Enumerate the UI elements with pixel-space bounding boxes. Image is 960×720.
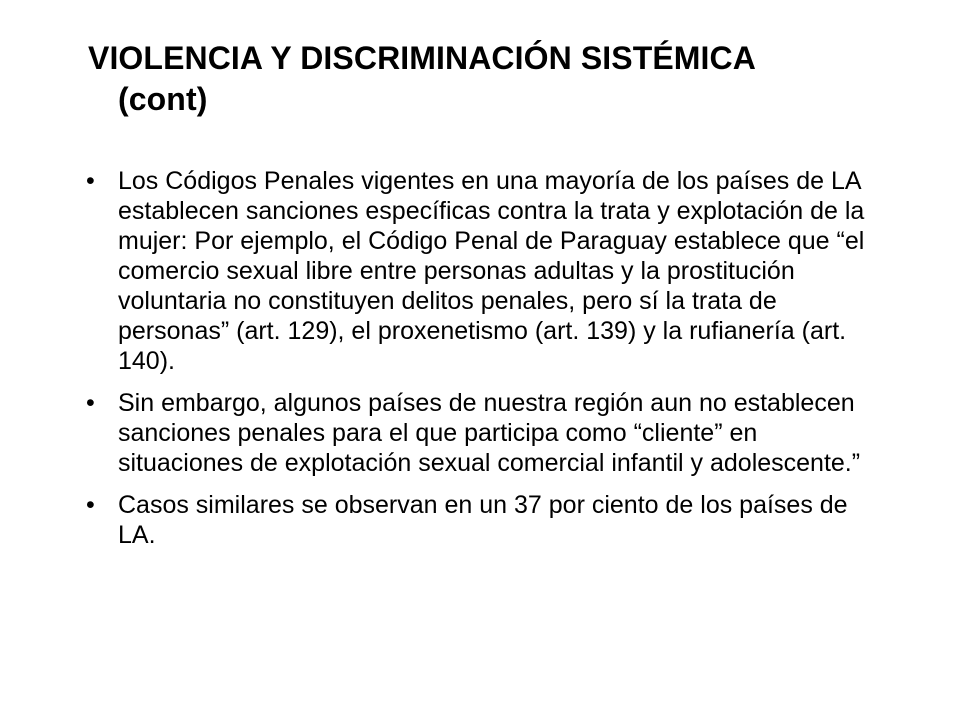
bullet-list [86,166,886,562]
bullet-icon: • [86,167,95,195]
bullet-text: Los Códigos Penales vigentes en una mayoría de los países de LA establecen sanciones específicas contra la trata y explotación de la mujer: Por ejemplo, el Código Penal de Paraguay establece que “el comercio sexual libre entre personas adultas y la prostitución voluntaria no constituyen delitos penales, pero sí la trata de personas” (art. 129), el proxenetismo (art. 139) y la rufianería (art. 140). [118,167,865,375]
slide-title [88,38,888,120]
slide-title-line-1: VIOLENCIA Y DISCRIMINACIÓN SISTÉMICA [88,40,756,76]
bullet-item [86,490,886,550]
bullet-item [86,166,886,376]
slide-title-line-2: (cont) [118,81,208,117]
bullet-icon: • [86,389,95,417]
bullet-text: Sin embargo, algunos países de nuestra región aun no establecen sanciones penales para el que participa como “cliente” en situaciones de explotación sexual comercial infantil y adolescente.” [118,389,861,477]
bullet-text: Casos similares se observan en un 37 por ciento de los países de LA. [118,491,848,549]
bullet-icon: • [86,491,95,519]
bullet-item [86,388,886,478]
